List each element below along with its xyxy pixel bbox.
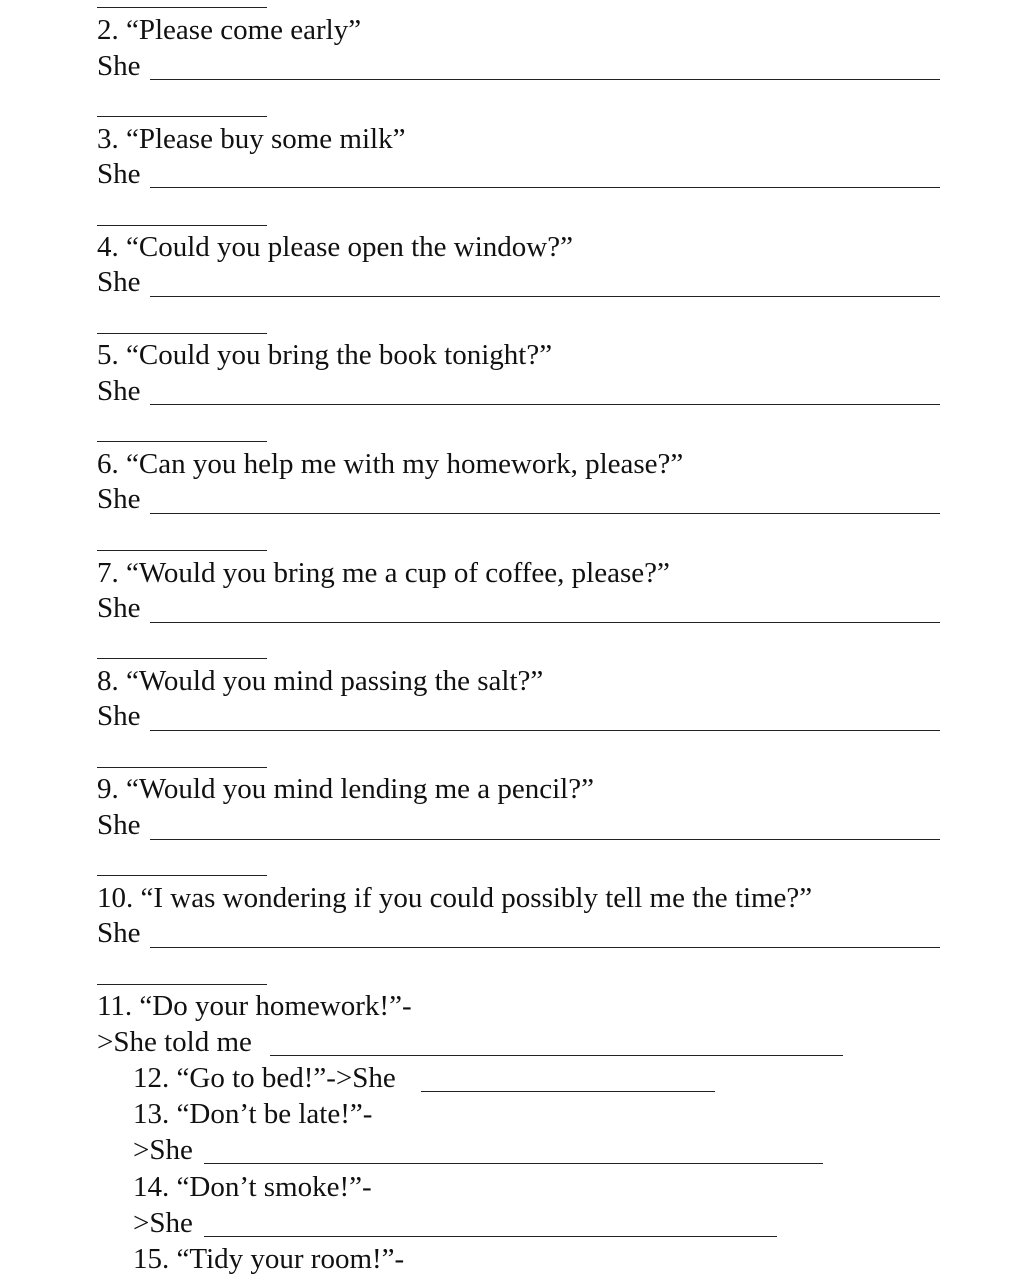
answer-blank[interactable] <box>150 513 940 514</box>
answer-label: She <box>97 700 141 732</box>
item-number: 2. <box>97 14 119 46</box>
item-14-prompt: 14. “Don’t smoke!”- <box>133 1171 372 1203</box>
answer-blank-continuation[interactable] <box>97 658 267 659</box>
answer-blank[interactable] <box>204 1163 823 1164</box>
answer-blank[interactable] <box>150 622 940 623</box>
answer-blank-continuation[interactable] <box>97 767 267 768</box>
answer-blank-continuation[interactable] <box>97 7 267 8</box>
item-quote: “Would you bring me a cup of coffee, please?” <box>126 557 670 589</box>
answer-blank[interactable] <box>150 404 940 405</box>
item-quote: “Could you please open the window?” <box>126 231 573 263</box>
item-14-answer-label: >She <box>133 1207 193 1239</box>
answer-blank-continuation[interactable] <box>97 225 267 226</box>
item-11-answer-label: >She told me <box>97 1026 252 1058</box>
answer-label: She <box>97 266 141 298</box>
item-13-answer-label: >She <box>133 1134 193 1166</box>
answer-label: She <box>97 592 141 624</box>
item-quote: “Would you mind passing the salt?” <box>126 665 544 697</box>
item-number: 3. <box>97 123 119 155</box>
item-12-prompt: 12. “Go to bed!”->She <box>133 1062 396 1094</box>
answer-label: She <box>97 375 141 407</box>
answer-blank[interactable] <box>204 1236 777 1237</box>
answer-blank-continuation[interactable] <box>97 333 267 334</box>
answer-blank-continuation[interactable] <box>97 116 267 117</box>
item-9-prompt <box>97 772 594 806</box>
answer-blank-continuation[interactable] <box>97 550 267 551</box>
item-11-prompt: 11. “Do your homework!”- <box>97 990 412 1022</box>
item-3-prompt <box>97 122 405 156</box>
item-number: 8. <box>97 665 119 697</box>
answer-blank[interactable] <box>150 187 940 188</box>
answer-label: She <box>97 158 141 190</box>
item-7-prompt <box>97 556 670 590</box>
answer-label: She <box>97 809 141 841</box>
item-2-prompt <box>97 13 361 47</box>
item-5-prompt <box>97 338 552 372</box>
answer-label: She <box>97 483 141 515</box>
item-13-prompt: 13. “Don’t be late!”- <box>133 1098 373 1130</box>
answer-blank-continuation[interactable] <box>97 984 267 985</box>
item-number: 10. <box>97 882 134 914</box>
answer-blank[interactable] <box>270 1055 843 1056</box>
item-quote: “Would you mind lending me a pencil?” <box>126 773 594 805</box>
answer-blank[interactable] <box>150 839 940 840</box>
answer-blank[interactable] <box>150 730 940 731</box>
answer-blank[interactable] <box>150 947 940 948</box>
item-quote: “Please buy some milk” <box>126 123 406 155</box>
answer-blank[interactable] <box>421 1091 715 1092</box>
item-number: 4. <box>97 231 119 263</box>
item-8-prompt <box>97 664 543 698</box>
answer-label: She <box>97 917 141 949</box>
item-quote: “Could you bring the book tonight?” <box>126 339 553 371</box>
answer-blank-continuation[interactable] <box>97 875 267 876</box>
item-10-prompt <box>97 881 812 915</box>
answer-blank[interactable] <box>150 296 940 297</box>
answer-blank-continuation[interactable] <box>97 441 267 442</box>
item-6-prompt <box>97 447 683 481</box>
answer-blank[interactable] <box>150 79 940 80</box>
item-15-prompt: 15. “Tidy your room!”- <box>133 1243 405 1275</box>
item-quote: “Please come early” <box>126 14 362 46</box>
answer-label: She <box>97 50 141 82</box>
item-number: 7. <box>97 557 119 589</box>
item-quote: “I was wondering if you could possibly tell me the time?” <box>140 882 813 914</box>
item-number: 9. <box>97 773 119 805</box>
item-number: 6. <box>97 448 119 480</box>
item-number: 5. <box>97 339 119 371</box>
item-quote: “Can you help me with my homework, please?” <box>126 448 684 480</box>
item-4-prompt <box>97 230 573 264</box>
